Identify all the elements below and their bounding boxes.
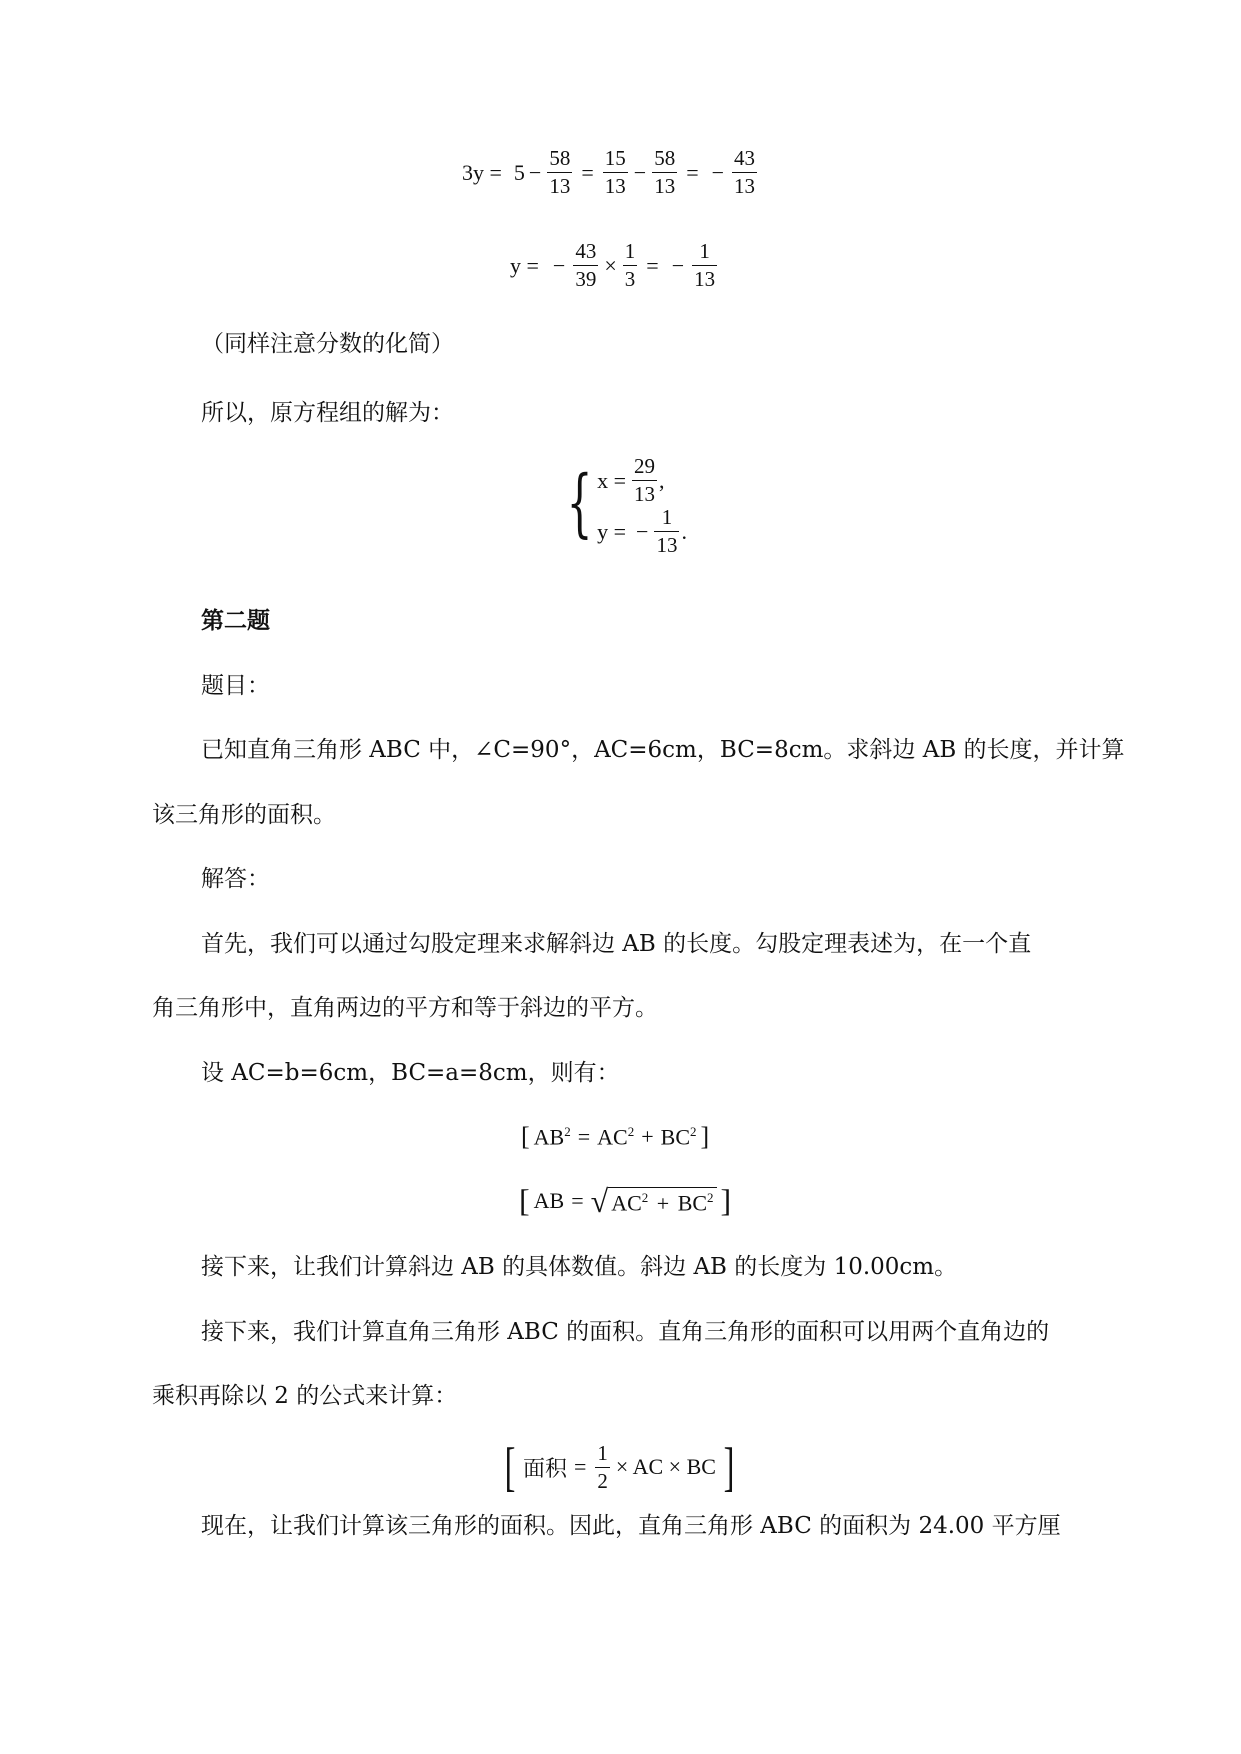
formula2-equals: = [571, 1187, 584, 1213]
system-y-line [597, 507, 687, 556]
eq2-f1-den: 39 [575, 267, 597, 291]
eq1-fraction-2 [603, 148, 628, 197]
formula1-plus: + [641, 1124, 654, 1149]
formula1-close-bracket: ] [700, 1122, 710, 1151]
formula-pythagoras [521, 1122, 709, 1152]
paragraph-3: 接下来，让我们计算斜边 AB 的具体数值。斜边 AB 的长度为 10.00cm。 [201, 1254, 958, 1280]
eq1-equals-2: = [686, 159, 699, 185]
question-text-line-1: 已知直角三角形 ABC 中，∠C=90°，AC=6cm，BC=8cm。求斜边 AB 的长度，并计算 [201, 737, 1125, 763]
eq1-minus: − [528, 159, 542, 185]
system-x-punct: , [659, 467, 665, 493]
eq1-negative: − [711, 159, 725, 185]
question-label: 题目： [201, 673, 270, 699]
formula1-ab: $AB^2$ [533, 1123, 571, 1150]
eq2-lhs: y = [510, 252, 539, 278]
system-y-punct: . [681, 518, 687, 544]
eq1-f4-num: 43 [734, 146, 756, 170]
section-title: 第二题 [201, 607, 270, 634]
eq2-f2-num: 1 [624, 239, 636, 263]
eq2-fraction-3 [692, 241, 717, 290]
question-text-line-2: 该三角形的面积。 [152, 802, 336, 828]
paragraph-4-line-1: 接下来，我们计算直角三角形 ABC 的面积。直角三角形的面积可以用两个直角边的 [201, 1319, 1050, 1345]
formula3-lhs: 面积 [522, 1456, 567, 1482]
eq2-equals: = [646, 252, 659, 278]
eq1-term: 5 [513, 159, 525, 185]
system-y-negative: − [636, 518, 649, 544]
paragraph-5: 现在，让我们计算该三角形的面积。因此，直角三角形 ABC 的面积为 24.00 平方厘 [201, 1513, 1061, 1539]
solution-system [556, 456, 687, 556]
equation-3y [462, 148, 759, 197]
eq2-times: × [604, 252, 617, 278]
formula2-radicand: $AC^2 + BC^2$ [608, 1187, 716, 1216]
formula1-open-bracket: [ [521, 1122, 530, 1151]
paragraph-1-line-1: 首先，我们可以通过勾股定理来求解斜边 AB 的长度。勾股定理表述为，在一个直 [201, 931, 1032, 957]
formula3-num: 1 [597, 1440, 608, 1465]
system-x-lhs: x = [597, 467, 627, 493]
formula3-fraction [595, 1440, 610, 1493]
formula3-equals: = [574, 1454, 587, 1479]
eq1-fraction-4 [732, 148, 757, 197]
paragraph-1-line-2: 角三角形中，直角两边的平方和等于斜边的平方。 [152, 995, 658, 1021]
formula3-close-bracket: ] [723, 1437, 735, 1497]
system-x-fraction [632, 456, 657, 505]
formula3-rest: × AC × BC [615, 1454, 716, 1479]
system-x-den: 13 [634, 482, 656, 506]
eq1-f1-den: 13 [549, 174, 571, 198]
system-brace: { [566, 460, 593, 546]
system-y-num: 1 [661, 505, 673, 529]
formula1-ac: $AC^2$ [597, 1123, 635, 1150]
eq2-f1-num: 43 [575, 239, 597, 263]
system-y-fraction [654, 507, 679, 556]
simplify-note: （同样注意分数的化简） [201, 331, 454, 357]
eq1-fraction-3 [652, 148, 677, 197]
eq1-f2-den: 13 [604, 174, 626, 198]
eq2-f3-num: 1 [699, 239, 710, 263]
eq1-f3-den: 13 [654, 174, 676, 198]
system-x-num: 29 [634, 454, 656, 478]
eq2-negative: − [552, 252, 566, 278]
formula1-bc: $BC^2$ [660, 1123, 697, 1150]
formula-ab-sqrt [519, 1182, 731, 1219]
eq2-negative-2: − [671, 252, 685, 278]
answer-label: 解答： [201, 866, 270, 892]
equation-y [510, 241, 719, 290]
eq1-f4-den: 13 [734, 174, 756, 198]
radical-icon: √ [590, 1182, 609, 1219]
formula2-sqrt [590, 1182, 717, 1219]
eq2-f2-den: 3 [624, 267, 636, 291]
eq1-f1-num: 58 [549, 146, 571, 170]
formula2-close-bracket: ] [720, 1182, 732, 1218]
formula1-equals: = [577, 1124, 591, 1149]
eq2-fraction-1 [573, 241, 598, 290]
formula3-open-bracket: [ [504, 1437, 516, 1497]
eq1-f2-num: 15 [604, 146, 626, 170]
formula2-open-bracket: [ [519, 1182, 530, 1218]
system-x-line [597, 456, 687, 505]
system-y-lhs: y = [597, 518, 627, 544]
paragraph-2: 设 AC=b=6cm，BC=a=8cm，则有： [201, 1060, 620, 1086]
formula3-den: 2 [597, 1468, 608, 1493]
eq1-minus-2: − [633, 159, 647, 185]
eq1-f3-num: 58 [654, 146, 676, 170]
system-lines [597, 456, 687, 556]
formula2-ab: AB [533, 1187, 565, 1213]
paragraph-4-line-2: 乘积再除以 2 的公式来计算： [152, 1383, 458, 1409]
eq1-fraction-1 [547, 148, 572, 197]
eq2-fraction-2 [623, 241, 638, 290]
solution-intro: 所以，原方程组的解为： [201, 400, 454, 426]
eq1-equals-1: = [581, 159, 594, 185]
system-y-den: 13 [656, 533, 678, 557]
formula-area [501, 1437, 738, 1497]
eq2-f3-den: 13 [694, 267, 716, 291]
eq1-lhs: 3y = [462, 159, 502, 185]
